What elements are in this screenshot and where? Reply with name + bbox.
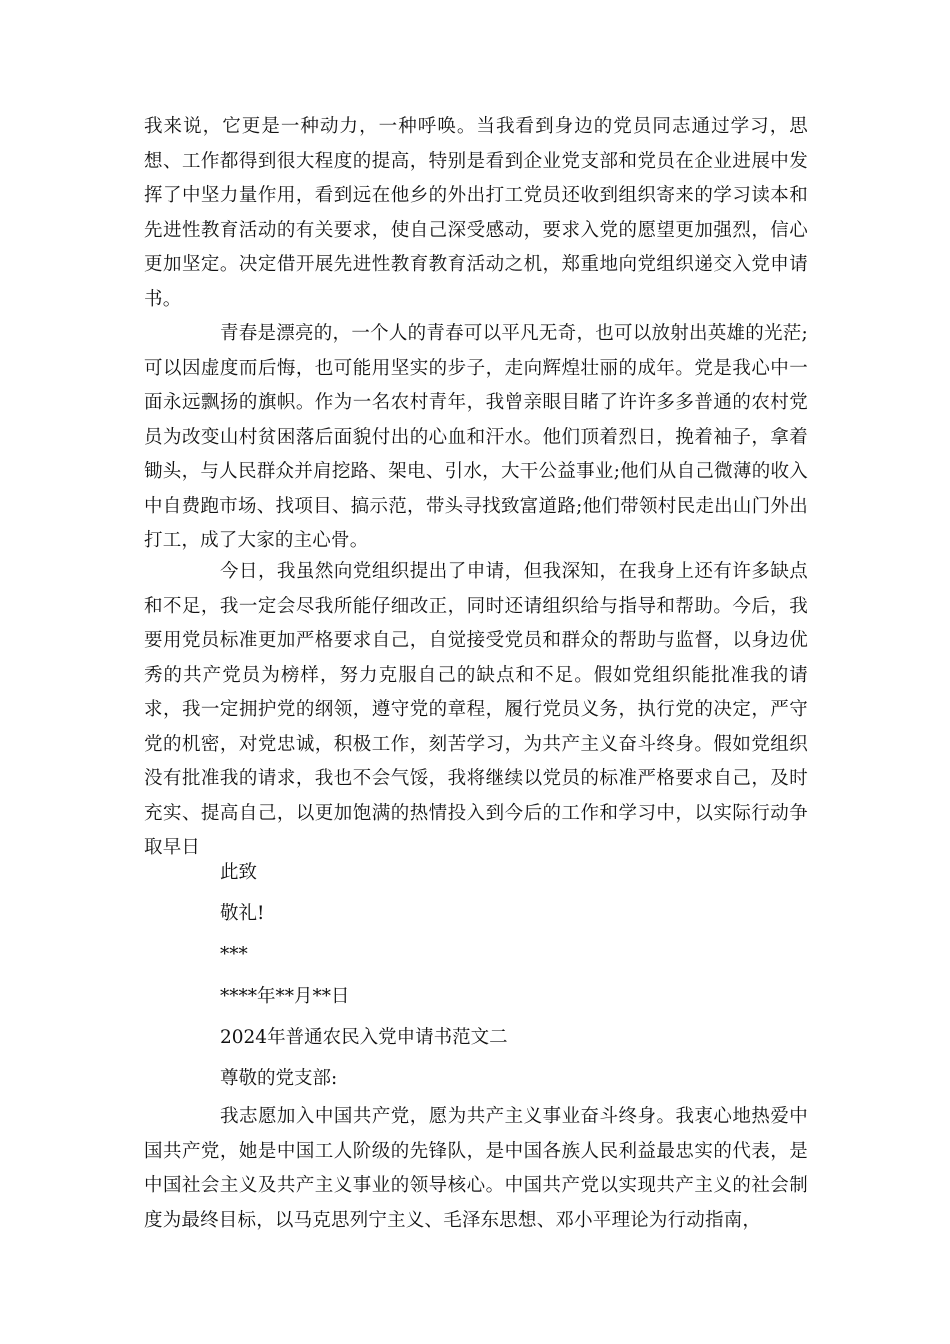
- paragraph-commitment: 今日，我虽然向党组织提出了申请，但我深知，在我身上还有许多缺点和不足，我一定会尽我所能仔细改正，同时还请组织给与指导和帮助。今后，我要用党员标准更加严格要求自己，自觉接受党员和群众的帮助与监督，以身边优秀的共产党员为榜样，努力克服自己的缺点和不足。假如党组织能批准我的请求，我一定拥护党的纲领，遵守党的章程，履行党员义务，执行党的决定，严守党的机密，对党忠诚，积极工作，刻苦学习，为共产主义奋斗终身。假如党组织没有批准我的请求，我也不会气馁，我将继续以党员的标准严格要求自己，及时充实、提高自己，以更加饱满的热情投入到今后的工作和学习中，以实际行动争取早日: [144, 561, 808, 858]
- closing-cizhi: 此致: [220, 862, 258, 883]
- signature-name: ***: [220, 944, 248, 965]
- paragraph-motivation: 我来说，它更是一种动力，一种呼唤。当我看到身边的党员同志通过学习，思想、工作都得到很大程度的提高，特别是看到企业党支部和党员在企业进展中发挥了中坚力量作用，看到远在他乡的外出打工党员还收到组织寄来的学习读本和先进性教育活动的有关要求，使自己深受感动，要求入党的愿望更加强烈，信心更加坚定。决定借开展先进性教育教育活动之机，郑重地向党组织递交入党申请书。: [144, 116, 808, 310]
- closing-jingli: 敬礼!: [220, 903, 265, 924]
- section-title: 2024年普通农民入党申请书范文二: [220, 1027, 508, 1048]
- paragraph-application: 我志愿加入中国共产党，愿为共产主义事业奋斗终身。我衷心地热爱中国共产党，她是中国工人阶级的先锋队，是中国各族人民利益最忠实的代表，是中国社会主义及共产主义事业的领导核心。中国共产党以实现共产主义的社会制度为最终目标，以马克思列宁主义、毛泽东思想、邓小平理论为行动指南，: [144, 1106, 808, 1231]
- signature-date: ****年**月**日: [220, 986, 350, 1007]
- paragraph-youth: 青春是漂亮的，一个人的青春可以平凡无奇，也可以放射出英雄的光茫;可以因虚度而后悔，也可能用坚实的步子，走向辉煌壮丽的成年。党是我心中一面永远飘扬的旗帜。作为一名农村青年，我曾亲眼目睹了许许多多普通的农村党员为改变山村贫困落后面貌付出的心血和汗水。他们顶着烈日，挽着袖子，拿着锄头，与人民群众并肩挖路、架电、引水，大干公益事业;他们从自己微薄的收入中自费跑市场、找项目、搞示范，带头寻找致富道路;他们带领村民走出山门外出打工，成了大家的主心骨。: [144, 323, 808, 551]
- salutation: 尊敬的党支部:: [220, 1068, 338, 1089]
